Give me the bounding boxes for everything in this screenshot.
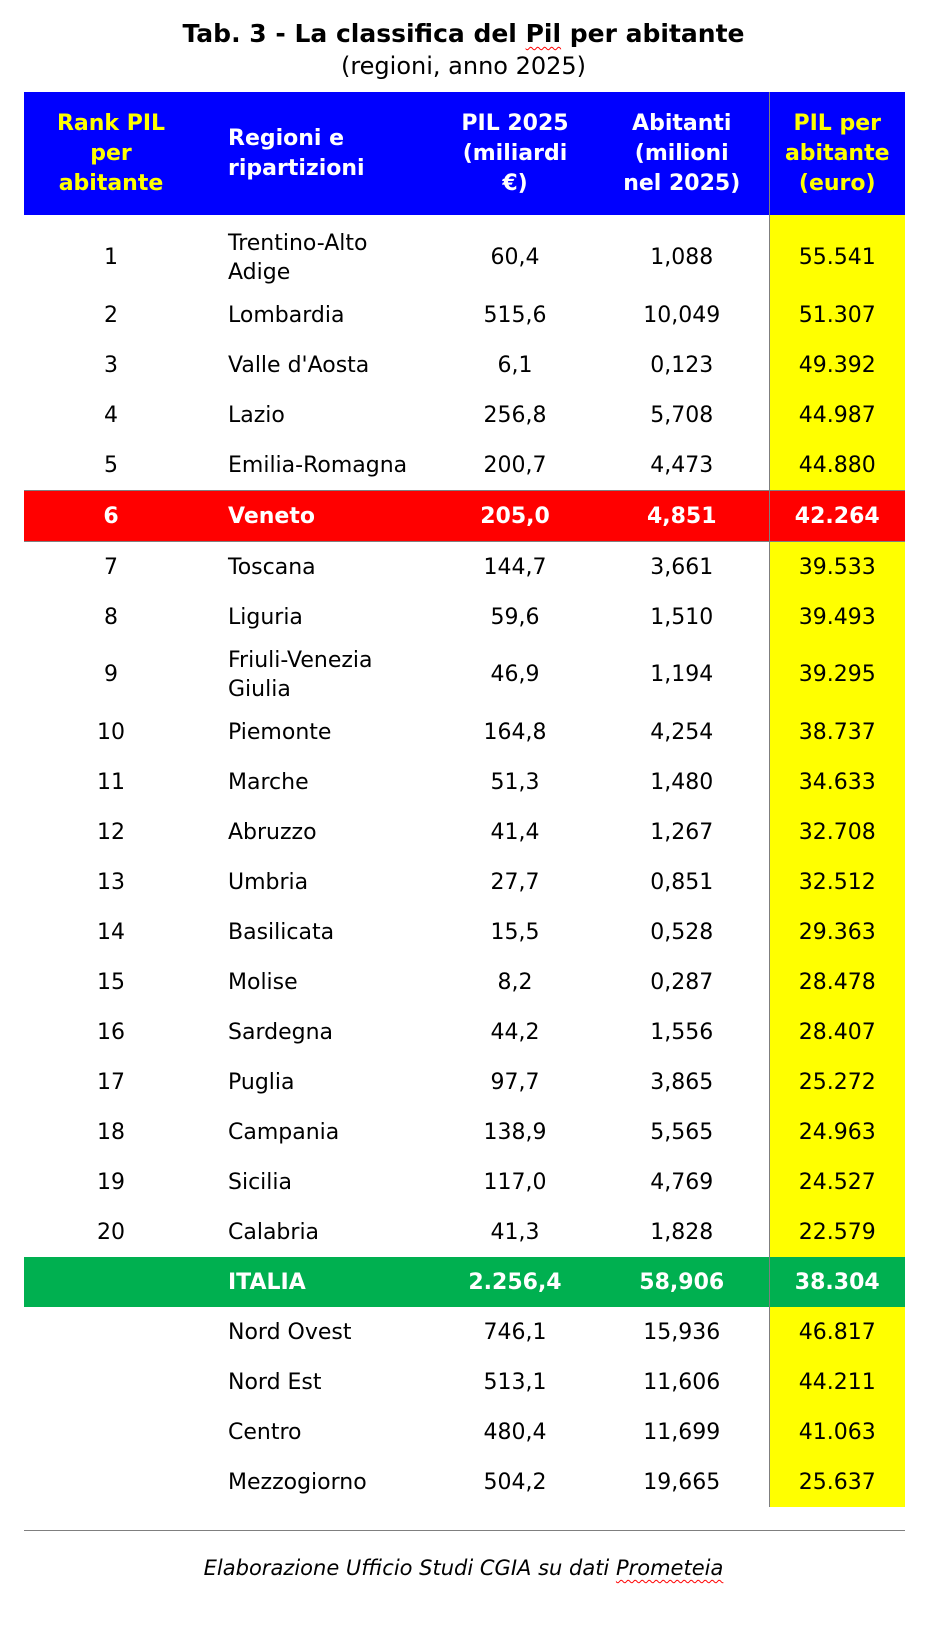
cell-rank: 14 <box>97 919 125 945</box>
cell-rank: 2 <box>104 302 118 328</box>
cell-rank: 12 <box>97 819 125 845</box>
cell-pil: 256,8 <box>483 402 547 428</box>
table-row <box>24 390 905 440</box>
header-line: Abitanti <box>632 110 732 136</box>
cell-region-name <box>198 1107 435 1157</box>
table-row <box>24 440 905 491</box>
header-line: PIL 2025 <box>461 110 569 136</box>
cell-pil-per-abitante: 38.304 <box>769 1257 905 1307</box>
source-provider: Prometeia <box>615 1556 724 1580</box>
gdp-ranking-table <box>24 92 905 1507</box>
cell-rank: 16 <box>97 1019 125 1045</box>
cell-abitanti: 1,088 <box>650 245 714 270</box>
cell-region-name <box>198 290 435 340</box>
cell-abitanti: 1,267 <box>650 819 714 845</box>
table-row <box>24 1057 905 1107</box>
cell-pil: 46,9 <box>490 662 540 687</box>
cell-rank: 8 <box>104 604 118 630</box>
region-name-line: Basilicata <box>228 919 335 945</box>
cell-pil-per-abitante: 28.478 <box>769 957 905 1007</box>
cell-pil-per-abitante: 41.063 <box>769 1407 905 1457</box>
region-name-line: Calabria <box>228 1219 320 1245</box>
cell-pil-per-abitante: 25.637 <box>769 1457 905 1507</box>
table-row <box>24 757 905 807</box>
cell-pil: 60,4 <box>490 245 540 270</box>
table-row-ripartizione <box>24 1307 905 1357</box>
cell-rank: 15 <box>97 969 125 995</box>
header-line: Rank PIL <box>56 110 166 136</box>
table-row <box>24 1157 905 1207</box>
table-row <box>24 857 905 907</box>
region-name-line: Molise <box>228 969 298 995</box>
cell-region-name <box>198 807 435 857</box>
region-name-line: Veneto <box>228 503 315 529</box>
cell-abitanti: 58,906 <box>595 1257 769 1307</box>
table-row <box>24 957 905 1007</box>
table-row <box>24 225 905 290</box>
cell-rank: 11 <box>97 769 125 795</box>
header-line: Regioni e <box>228 125 345 151</box>
table-row <box>24 642 905 707</box>
header-rank <box>24 92 198 215</box>
region-name-line: Marche <box>228 769 309 795</box>
cell-pil: 44,2 <box>490 1019 540 1045</box>
cell-rank <box>24 1257 198 1307</box>
cell-pil-per-abitante: 25.272 <box>769 1057 905 1107</box>
cell-rank: 3 <box>104 352 118 378</box>
cell-pil-per-abitante: 39.295 <box>769 642 905 707</box>
cell-pil-per-abitante: 44.987 <box>769 390 905 440</box>
cell-abitanti: 3,661 <box>650 554 714 580</box>
cell-pil-per-abitante: 49.392 <box>769 340 905 390</box>
table-subtitle: (regioni, anno 2025) <box>340 52 587 80</box>
cell-abitanti: 4,851 <box>595 491 769 542</box>
region-name-line: Piemonte <box>228 719 332 745</box>
cell-pil-per-abitante: 22.579 <box>769 1207 905 1257</box>
cell-region-name <box>198 1207 435 1257</box>
region-name-line: Emilia-Romagna <box>228 452 408 478</box>
cell-pil: 2.256,4 <box>435 1257 595 1307</box>
table-body <box>24 215 905 1507</box>
cell-rank: 5 <box>104 452 118 478</box>
cell-pil-per-abitante: 55.541 <box>769 225 905 290</box>
region-name-line: Centro <box>228 1419 302 1445</box>
cell-region-name <box>198 1157 435 1207</box>
header-abitanti <box>595 92 769 215</box>
spacer-row <box>24 215 905 225</box>
cell-rank: 13 <box>97 869 125 895</box>
table-title <box>0 0 927 49</box>
cell-abitanti: 1,510 <box>650 604 714 630</box>
cell-abitanti: 4,473 <box>650 452 714 478</box>
region-name-line: ITALIA <box>228 1269 306 1295</box>
region-name-line: Puglia <box>228 1069 295 1095</box>
cell-pil: 51,3 <box>490 769 540 795</box>
table-row <box>24 542 905 593</box>
cell-abitanti: 0,528 <box>650 919 714 945</box>
header-line: abitante <box>784 140 890 166</box>
cell-pil: 59,6 <box>490 604 540 630</box>
cell-pil-per-abitante: 24.963 <box>769 1107 905 1157</box>
cell-abitanti: 19,665 <box>643 1469 721 1495</box>
cell-region-name <box>198 1457 435 1507</box>
cell-pil: 515,6 <box>483 302 547 328</box>
region-name-line: Abruzzo <box>228 819 317 845</box>
table-bottom-border <box>24 1530 905 1531</box>
table-row <box>24 807 905 857</box>
table-row <box>24 592 905 642</box>
region-name-line: Lombardia <box>228 302 345 328</box>
cell-pil-per-abitante: 32.512 <box>769 857 905 907</box>
header-pil-per-abitante <box>769 92 905 215</box>
cell-pil: 15,5 <box>490 919 540 945</box>
table-row-ripartizione <box>24 1407 905 1457</box>
cell-pil-per-abitante: 39.533 <box>769 542 905 593</box>
cell-rank <box>24 1457 198 1507</box>
cell-region-name <box>198 1357 435 1407</box>
cell-pil: 138,9 <box>483 1119 547 1145</box>
cell-pil-per-abitante: 44.211 <box>769 1357 905 1407</box>
cell-region-name <box>198 957 435 1007</box>
cell-pil: 205,0 <box>435 491 595 542</box>
cell-region-name <box>198 340 435 390</box>
region-name-line: Liguria <box>228 604 303 630</box>
cell-rank <box>24 1357 198 1407</box>
cell-pil-per-abitante: 38.737 <box>769 707 905 757</box>
cell-abitanti: 15,936 <box>643 1319 721 1345</box>
cell-region-name <box>198 1057 435 1107</box>
cell-rank: 17 <box>97 1069 125 1095</box>
cell-rank <box>24 1307 198 1357</box>
cell-pil-per-abitante: 44.880 <box>769 440 905 491</box>
table-header <box>24 92 905 215</box>
cell-rank: 9 <box>104 662 118 687</box>
header-line: abitante <box>58 170 164 196</box>
region-name-line: Nord Ovest <box>228 1319 352 1345</box>
region-name-line: Adige <box>228 259 291 285</box>
table-row-ripartizione <box>24 1457 905 1507</box>
cell-pil: 164,8 <box>483 719 547 745</box>
header-line: (euro) <box>798 170 876 196</box>
region-name-line: Lazio <box>228 402 285 428</box>
cell-region-name <box>198 542 435 593</box>
cell-abitanti: 10,049 <box>643 302 721 328</box>
cell-pil-per-abitante: 32.708 <box>769 807 905 857</box>
cell-pil-per-abitante: 24.527 <box>769 1157 905 1207</box>
table-row <box>24 707 905 757</box>
region-name-line: Toscana <box>228 554 316 580</box>
cell-rank: 20 <box>97 1219 125 1245</box>
cell-region-name <box>198 592 435 642</box>
cell-region-name <box>198 757 435 807</box>
cell-abitanti: 1,828 <box>650 1219 714 1245</box>
header-line: ripartizioni <box>228 155 365 181</box>
table-row <box>24 907 905 957</box>
header-line: (milioni <box>634 140 729 166</box>
header-line: €) <box>502 170 528 196</box>
title-suffix: per abitante <box>561 19 745 48</box>
cell-rank: 7 <box>104 554 118 580</box>
cell-pil: 6,1 <box>497 352 533 378</box>
region-name-line: Valle d'Aosta <box>228 352 370 378</box>
cell-pil: 513,1 <box>483 1369 547 1395</box>
table-row <box>24 1207 905 1257</box>
cell-region-name <box>198 1257 435 1307</box>
cell-pil: 41,3 <box>490 1219 540 1245</box>
cell-rank <box>24 1407 198 1457</box>
cell-rank: 10 <box>97 719 125 745</box>
cell-pil: 480,4 <box>483 1419 547 1445</box>
cell-region-name <box>198 707 435 757</box>
gdp-ranking-table-container <box>24 92 905 1507</box>
title-prefix: Tab. 3 - La classifica del <box>182 19 526 48</box>
cell-region-name <box>198 1007 435 1057</box>
cell-abitanti: 0,123 <box>650 352 714 378</box>
table-row <box>24 290 905 340</box>
table-row <box>24 340 905 390</box>
cell-rank: 6 <box>24 491 198 542</box>
header-line: nel 2025) <box>623 170 741 196</box>
cell-pil: 200,7 <box>483 452 547 478</box>
region-name-line: Campania <box>228 1119 340 1145</box>
cell-rank: 19 <box>97 1169 125 1195</box>
header-pil-2025 <box>435 92 595 215</box>
cell-pil-per-abitante: 42.264 <box>769 491 905 542</box>
cell-rank: 1 <box>104 245 118 270</box>
cell-pil-per-abitante: 29.363 <box>769 907 905 957</box>
cell-rank: 18 <box>97 1119 125 1145</box>
cell-rank: 4 <box>104 402 118 428</box>
region-name-line: Mezzogiorno <box>228 1469 367 1495</box>
cell-pil: 746,1 <box>483 1319 547 1345</box>
region-name-line: Sardegna <box>228 1019 333 1045</box>
table-row-italia-total <box>24 1257 905 1307</box>
header-line: PIL per <box>793 110 881 136</box>
region-name-line: Trentino-Alto <box>228 230 368 256</box>
cell-abitanti: 3,865 <box>650 1069 714 1095</box>
header-row <box>24 92 905 215</box>
cell-abitanti: 4,769 <box>650 1169 714 1195</box>
table-row-ripartizione <box>24 1357 905 1407</box>
cell-pil: 8,2 <box>497 969 533 995</box>
cell-pil-per-abitante: 34.633 <box>769 757 905 807</box>
cell-pil: 97,7 <box>490 1069 540 1095</box>
cell-abitanti: 5,565 <box>650 1119 714 1145</box>
cell-abitanti: 4,254 <box>650 719 714 745</box>
region-name-line: Friuli-Venezia <box>228 647 373 673</box>
cell-abitanti: 1,194 <box>650 662 714 687</box>
cell-pil: 41,4 <box>490 819 540 845</box>
table-row <box>24 1007 905 1057</box>
region-name-line: Sicilia <box>228 1169 292 1195</box>
cell-abitanti: 11,606 <box>643 1369 721 1395</box>
cell-abitanti: 0,851 <box>650 869 714 895</box>
cell-pil: 504,2 <box>483 1469 547 1495</box>
cell-pil-per-abitante: 28.407 <box>769 1007 905 1057</box>
cell-region-name <box>198 225 435 290</box>
cell-region-name <box>198 642 435 707</box>
cell-pil-per-abitante: 51.307 <box>769 290 905 340</box>
cell-region-name <box>198 1307 435 1357</box>
table-row-veneto-highlight <box>24 491 905 542</box>
cell-abitanti: 1,480 <box>650 769 714 795</box>
cell-abitanti: 1,556 <box>650 1019 714 1045</box>
cell-pil-per-abitante: 46.817 <box>769 1307 905 1357</box>
cell-region-name <box>198 440 435 491</box>
header-line: per <box>90 140 132 166</box>
region-name-line: Umbria <box>228 869 309 895</box>
title-pil-word: Pil <box>525 19 562 48</box>
cell-abitanti: 5,708 <box>650 402 714 428</box>
cell-pil: 144,7 <box>483 554 547 580</box>
cell-region-name <box>198 857 435 907</box>
cell-region-name <box>198 1407 435 1457</box>
region-name-line: Giulia <box>228 676 291 702</box>
cell-pil: 117,0 <box>483 1169 547 1195</box>
source-note <box>0 1553 927 1583</box>
cell-abitanti: 0,287 <box>650 969 714 995</box>
header-regions <box>198 92 435 215</box>
cell-region-name <box>198 390 435 440</box>
cell-pil: 27,7 <box>490 869 540 895</box>
header-line: (miliardi <box>462 140 568 166</box>
cell-abitanti: 11,699 <box>643 1419 721 1445</box>
region-name-line: Nord Est <box>228 1369 322 1395</box>
cell-pil-per-abitante: 39.493 <box>769 592 905 642</box>
table-row <box>24 1107 905 1157</box>
cell-region-name <box>198 491 435 542</box>
cell-region-name <box>198 907 435 957</box>
source-prefix: Elaborazione Ufficio Studi CGIA su dati <box>203 1556 616 1580</box>
